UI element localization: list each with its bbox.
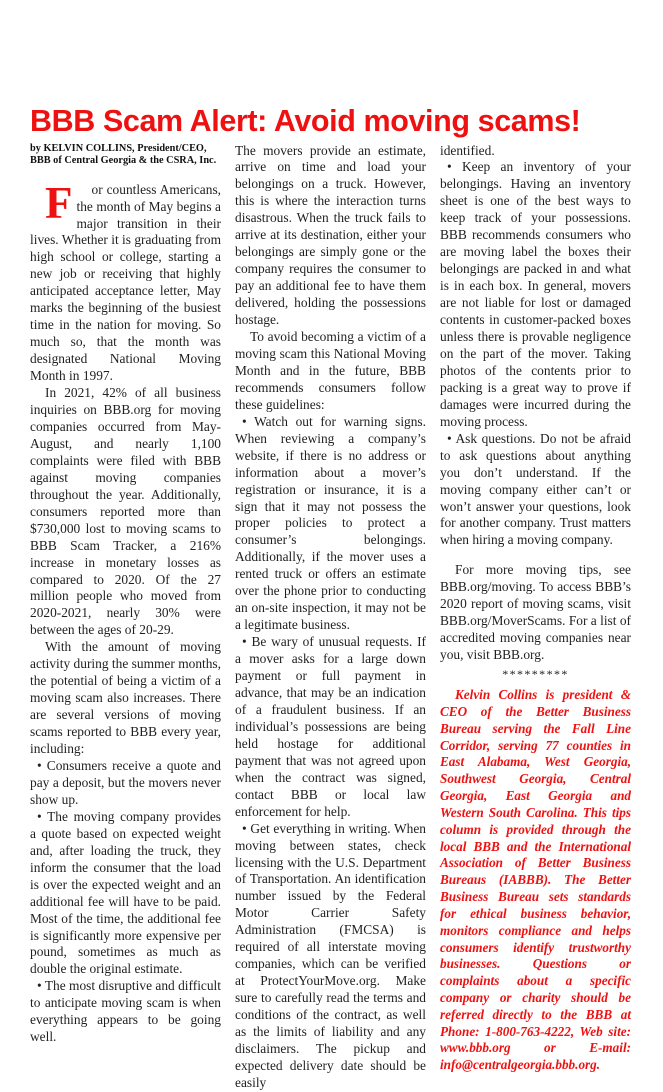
paragraph: For countless Americans, the month of May begins a major transition in their lives. Whether it is graduating from high school or college, starting a new job or receiving that highly anticipated acceptance letter, May marks the beginning of the busiest time in the nation for moving. So much so, that the month was designated National Moving Month in 1997. <box>30 177 221 384</box>
column-one <box>30 143 221 1047</box>
paragraph: • Ask questions. Do not be afraid to ask questions about anything you don’t understand. If the moving company either can’t or won’t answer your questions, look for another company. Trust matters when hiring a moving company. <box>440 430 631 548</box>
paragraph: • The most disruptive and difficult to anticipate moving scam is when everything appears to be going well. <box>30 978 221 1045</box>
byline: by KELVIN COLLINS, President/CEO, BBB of Central Georgia & the CSRA, Inc. <box>30 142 217 167</box>
section-separator: ********* <box>502 667 569 682</box>
paragraph: For more moving tips, see BBB.org/moving. To access BBB’s 2020 report of moving scams, visit BBB.org/MoverScams. For a list of accredited moving companies near you, visit BBB.org. <box>440 562 631 663</box>
paragraph: • Consumers receive a quote and pay a deposit, but the movers never show up. <box>30 758 221 807</box>
paragraph: The movers provide an estimate, arrive on time and load your belongings on a truck. However, this is where the interaction turns disastrous. When the truck fails to arrive at its destination, either your belongings are simply gone or the company requires the consumer to pay an additional fee to have them delivered, holding the possessions hostage. <box>235 142 426 328</box>
column-two <box>235 143 426 1092</box>
page-title: BBB Scam Alert: Avoid moving scams! <box>30 104 581 138</box>
column-two-body <box>235 143 426 1092</box>
paragraph-spacer <box>440 549 631 562</box>
column-one-body <box>30 177 221 1047</box>
paragraph: • Watch out for warning signs. When reviewing a company’s website, if there is no address or information about a mover’s registration or insurance, it is a sign that it may not possess the proper policies to protect a consumer’s belongings. Additionally, if the mover uses a rented truck or offers an estimate over the phone prior to conducting an on-site inspection, it may not be a legitimate business. <box>235 413 426 633</box>
column-three-body <box>440 143 631 665</box>
paragraph: • The moving company provides a quote based on expected weight and, after loading the truck, they inform the consumer that the load is over the expected weight and an additional fee will have to be paid. Most of the time, the additional fee is significantly more expensive per pound, sometimes as much as double the original estimate. <box>30 808 221 977</box>
paragraph: • Keep an inventory of your belongings. Having an inventory sheet is one of the best ways to keep track of your possessions. BBB recommends consumers who are moving label the boxes their belongings are packed in and what is in each box. In general, movers are not liable for lost or damaged contents in customer-packed boxes unless there is provable negligence on the part of the mover. Taking photos of the contents prior to packing is a great way to prove if damages were incurred during the moving process. <box>440 159 631 429</box>
paragraph: • Get everything in writing. When moving between states, check licensing with the U.S. Department of Transportation. An identification number issued by the Federal Motor Carrier Safety Administration (FMCSA) is required of all interstate moving companies, which can be verified at ProtectYourMove.org. Make sure to carefully read the terms and conditions of the contract, as well as the limits of liability and any disclaimers. The pickup and expected delivery date should be easily <box>235 820 426 1090</box>
author-bio: Kelvin Collins is president & CEO of the Better Business Bureau serving the Fall Line Corridor, serving 77 counties in East Alabama, West Georgia, Southwest Georgia, Central Georgia, East Georgia and Western South Carolina. This tips column is provided through the local BBB and the International Association of Better Business Bureaus (IABBB). The Better Business Bureau sets standards for ethical business behavior, monitors compliance and helps consumers identify trustworthy businesses. Questions or complaints about a specific company or charity should be referred directly to the BBB at Phone: 1-800-763-4222, Web site: www.bbb.org or E-mail: info@centralgeorgia.bbb.org. <box>440 687 631 1073</box>
paragraph: identified. <box>440 142 495 158</box>
paragraph: To avoid becoming a victim of a moving scam this National Moving Month and in the future, BBB recommends consumers follow these guidelines: <box>235 328 426 412</box>
paragraph: With the amount of moving activity during the summer months, the potential of being a victim of a moving scam also increases. There are several versions of moving scams reported to BBB every year, including: <box>30 639 221 757</box>
paragraph: In 2021, 42% of all business inquiries on BBB.org for moving companies occurred from May-August, and nearly 1,100 complaints were filed with BBB against moving companies throughout the year. Additionally, consumers reported more than $730,000 lost to moving scams to BBB Scam Tracker, a 216% increase in monetary losses as compared to 2020. Of the 27 million people who moved from 2020-2021, nearly 30% were between the ages of 20-29. <box>30 385 221 638</box>
article-columns <box>30 143 633 1092</box>
column-three <box>440 143 631 1075</box>
paragraph: • Be wary of unusual requests. If a mover asks for a large down payment or full payment in advance, that may be an indication of a fraudulent business. If an individual’s possessions are being held hostage for additional payment that was not agreed upon when the contract was signed, contact BBB or local law enforcement for help. <box>235 634 426 819</box>
